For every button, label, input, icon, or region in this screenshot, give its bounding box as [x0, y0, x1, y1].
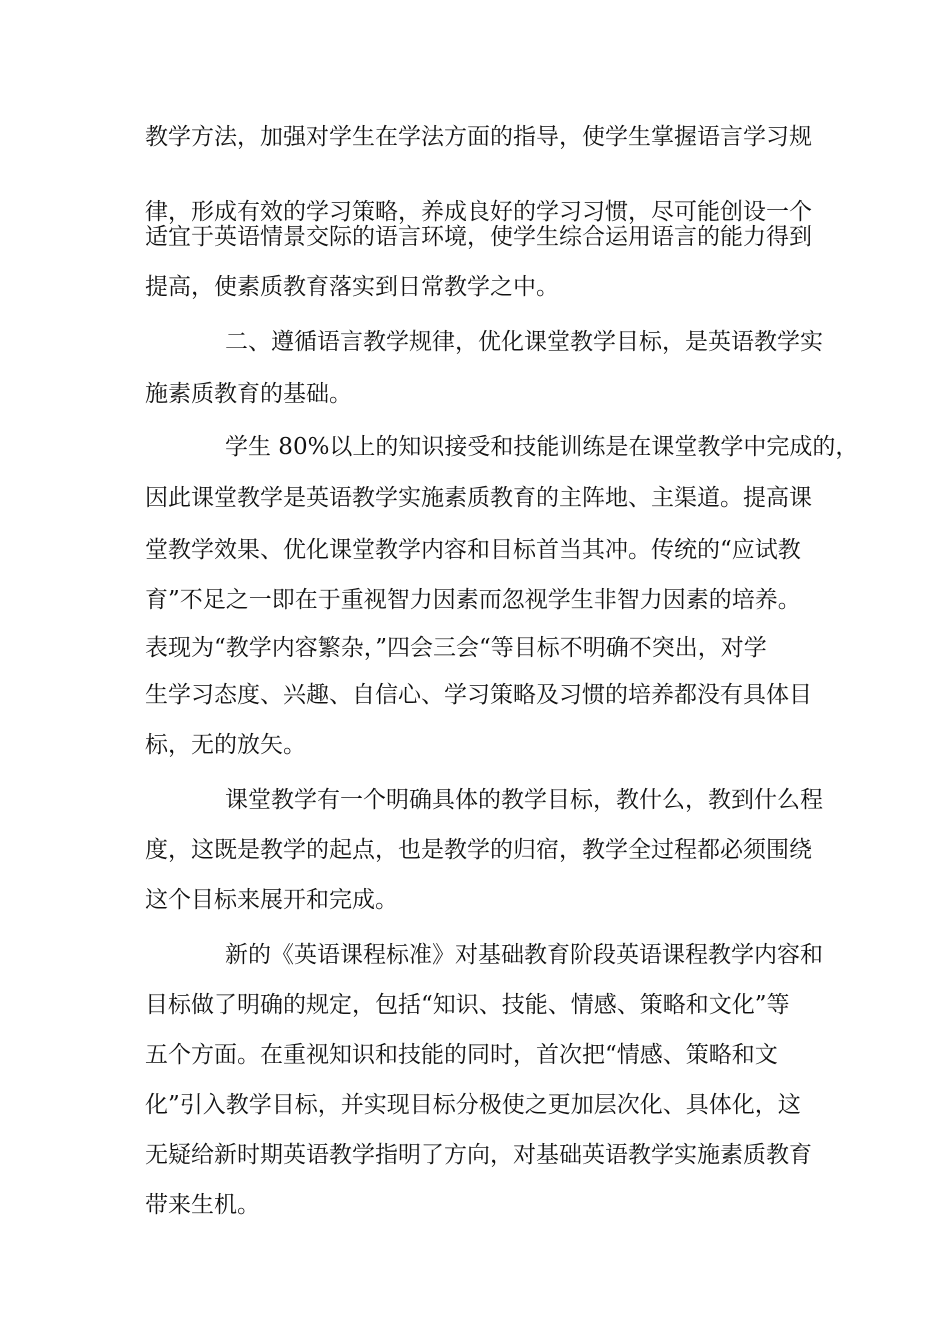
paragraph-5-line-4: 化”引入教学目标，并实现目标分极使之更加层次化、具体化，这	[145, 1092, 801, 1118]
paragraph-1-line-3: 适宜于英语情景交际的语言环境，使学生综合运用语言的能力得到	[145, 224, 812, 250]
paragraph-5-line-5: 无疑给新时期英语教学指明了方向，对基础英语教学实施素质教育	[145, 1142, 812, 1168]
paragraph-1-line-2: 律，形成有效的学习策略，养成良好的学习习惯，尽可能创设一个	[145, 199, 812, 225]
paragraph-3-line-5: 表现为“教学内容繁杂，”四会三会“等目标不明确不突出，对学	[145, 635, 767, 661]
paragraph-5-line-6: 带来生机。	[145, 1192, 260, 1218]
paragraph-3-line-1: 学生 80%以上的知识接受和技能训练是在课堂教学中完成的，	[225, 434, 859, 460]
paragraph-1-line-1: 教学方法，加强对学生在学法方面的指导，使学生掌握语言学习规	[145, 124, 812, 150]
paragraph-4-line-2: 度，这既是教学的起点，也是教学的归宿，教学全过程都必须围绕	[145, 837, 812, 863]
paragraph-2-line-1: 二、遵循语言教学规律，优化课堂教学目标，是英语教学实	[225, 329, 823, 355]
paragraph-2-line-2: 施素质教育的基础。	[145, 381, 352, 407]
paragraph-5-line-2: 目标做了明确的规定，包括“知识、技能、情感、策略和文化”等	[145, 992, 790, 1018]
paragraph-3-line-2: 因此课堂教学是英语教学实施素质教育的主阵地、主渠道。提高课	[145, 485, 812, 511]
paragraph-3-line-7: 标，无的放矢。	[145, 732, 306, 758]
paragraph-5-line-3: 五个方面。在重视知识和技能的同时，首次把“情感、策略和文	[145, 1042, 778, 1068]
paragraph-1-line-4: 提高，使素质教育落实到日常教学之中。	[145, 274, 559, 300]
paragraph-4-line-3: 这个目标来展开和完成。	[145, 887, 398, 913]
paragraph-5-line-1: 新的《英语课程标准》对基础教育阶段英语课程教学内容和	[225, 942, 823, 968]
paragraph-3-line-3: 堂教学效果、优化课堂教学内容和目标首当其冲。传统的“应试教	[145, 537, 801, 563]
paragraph-3-line-6: 生学习态度、兴趣、自信心、学习策略及习惯的培养都没有具体目	[145, 682, 812, 708]
paragraph-3-line-4: 育”不足之一即在于重视智力因素而忽视学生非智力因素的培养。	[145, 587, 801, 613]
paragraph-4-line-1: 课堂教学有一个明确具体的教学目标，教什么，教到什么程	[225, 787, 823, 813]
